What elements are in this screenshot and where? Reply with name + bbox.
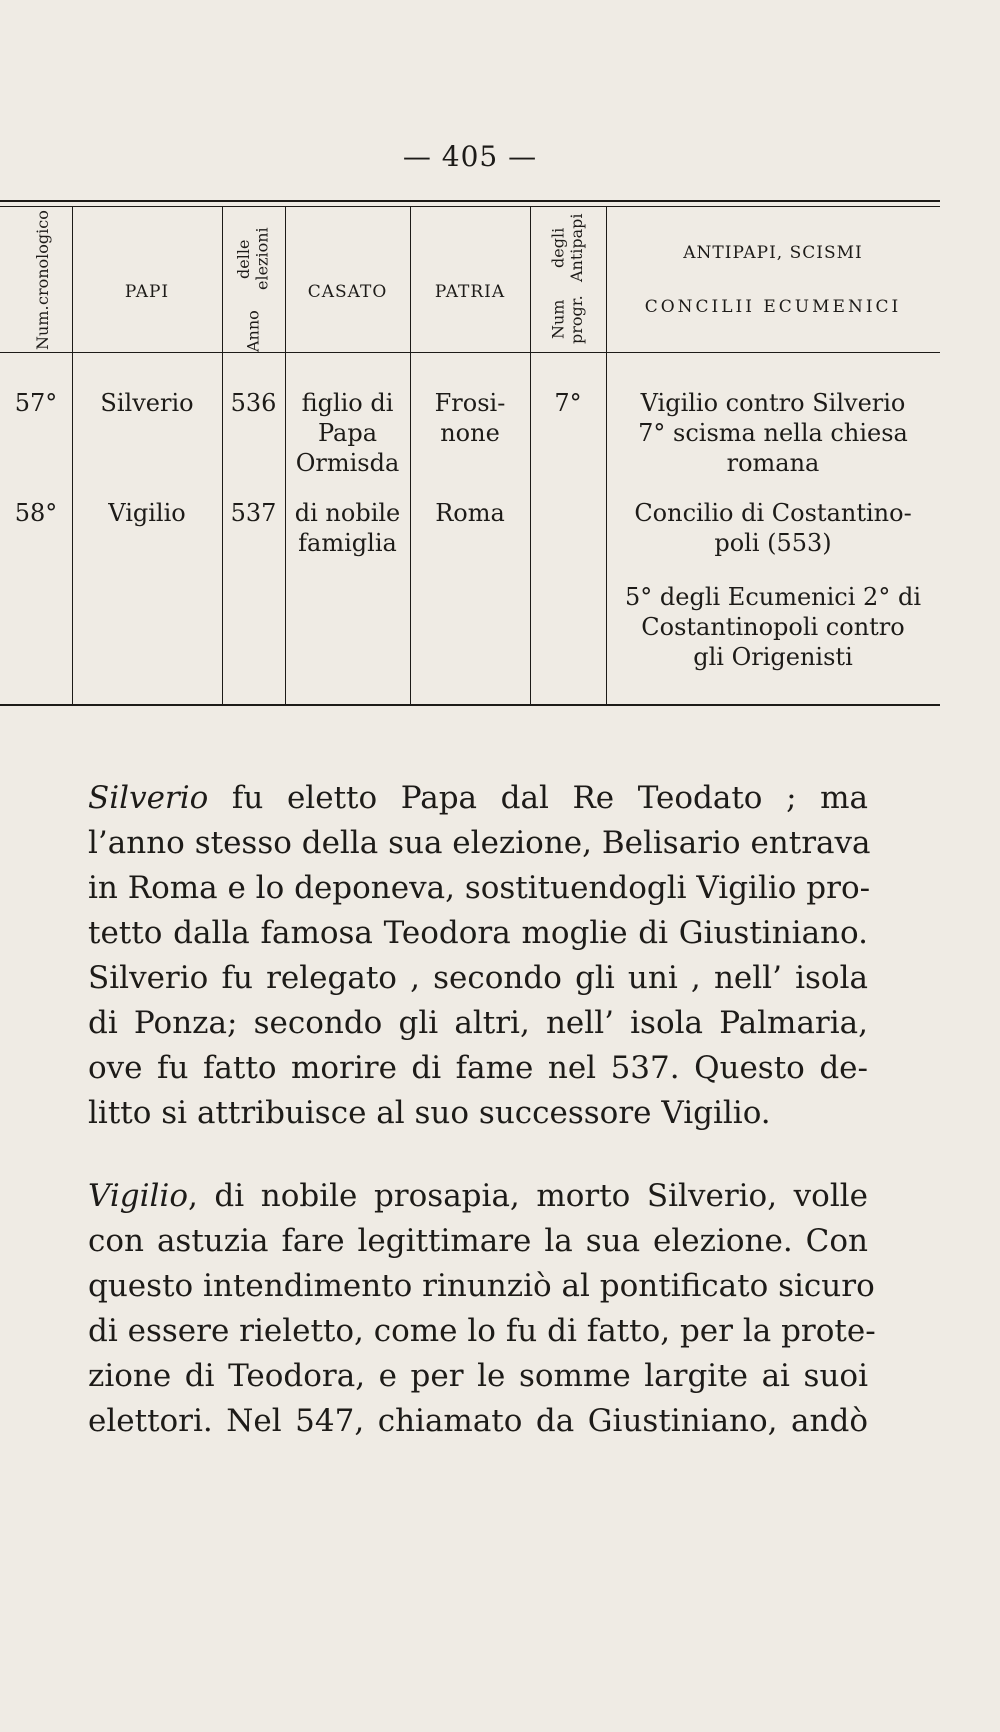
paragraph-line-text: , di nobile prosapia, morto Silverio, volle xyxy=(188,1178,868,1214)
row1-antipapi-num: 7° xyxy=(554,389,582,417)
paragraph-line: in Roma e lo deponeva, sostituendogli Vigilio pro- xyxy=(88,870,871,906)
header-num-progr-label: Num progr. xyxy=(548,295,586,344)
row1-casato-line: Ormisda xyxy=(295,449,400,477)
paragraph-line: di essere rieletto, come lo fu di fatto, per la prote- xyxy=(88,1313,876,1349)
header-anno-label: Anno xyxy=(243,310,263,352)
header-anno-elezioni xyxy=(222,208,285,352)
table-bottom-rule xyxy=(0,704,940,706)
paragraph-line: Silverio fu relegato , secondo gli uni , nell’ isola xyxy=(88,960,868,996)
lead-name-silverio: Silverio xyxy=(88,780,209,816)
row2-notes xyxy=(606,498,940,672)
table-top-rule xyxy=(0,200,940,202)
row2-anno: 537 xyxy=(230,499,277,527)
header-num-cronologico xyxy=(18,208,68,352)
paragraph-line: elettori. Nel 547, chiamato da Giustiniano, andò xyxy=(88,1403,868,1439)
page-number: — 405 — xyxy=(402,140,538,173)
paragraph-line: ove fu fatto morire di fame nel 537. Questo de- xyxy=(88,1050,868,1086)
paragraph-line: con astuzia fare legittimare la sua elezione. Con xyxy=(88,1223,868,1259)
row1-notes xyxy=(606,388,940,478)
row2-note-line: 5° degli Ecumenici 2° di xyxy=(624,583,921,611)
row1-casato-line: Papa xyxy=(317,419,378,447)
header-degli-antipapi-label: degli Antipapi xyxy=(548,213,586,282)
paragraph-vigilio xyxy=(88,1174,876,1444)
row1-note-line: romana xyxy=(726,449,820,477)
row1-patria xyxy=(410,388,530,448)
paragraph-line: litto si attribuisce al suo successore Vigilio. xyxy=(88,1095,771,1131)
paragraph-line-text: fu eletto Papa dal Re Teodato ; ma xyxy=(208,780,868,816)
row2-note-line: poli (553) xyxy=(714,529,832,557)
header-papi: PAPI xyxy=(124,282,170,302)
row2-note-line: gli Origenisti xyxy=(693,643,853,671)
row1-patria-line: Frosi- xyxy=(434,389,506,417)
header-elezioni-label: delle elezioni xyxy=(234,227,272,291)
row2-casato-line: di nobile xyxy=(294,499,401,527)
header-cronologico-label: cronologico xyxy=(32,210,52,306)
paragraph-line: tetto dalla famosa Teodora moglie di Giustiniano. xyxy=(88,915,868,951)
paragraph-silverio xyxy=(88,776,871,1136)
row2-patria xyxy=(410,498,530,528)
header-patria: PATRIA xyxy=(434,282,506,302)
row1-note-line: 7° scisma nella chiesa xyxy=(638,419,908,447)
lead-name-vigilio: Vigilio xyxy=(88,1178,189,1214)
header-num-antipapi xyxy=(530,208,606,352)
row1-papa: Silverio xyxy=(100,389,194,417)
paragraph-line xyxy=(88,776,868,821)
paragraph-line: questo intendimento rinunziò al pontificato sicuro xyxy=(88,1268,875,1304)
paragraph-line: di Ponza; secondo gli altri, nell’ isola Palmaria, xyxy=(88,1005,868,1041)
header-antipapi-scismi: ANTIPAPI, SCISMI xyxy=(683,243,863,263)
row2-note-line: Concilio di Costantino- xyxy=(634,499,912,527)
paragraph-line: zione di Teodora, e per le somme largite ai suoi xyxy=(88,1358,868,1394)
row1-casato xyxy=(285,388,410,478)
row2-patria-line: Roma xyxy=(435,499,505,527)
header-casato: CASATO xyxy=(307,282,388,302)
row2-papa: Vigilio xyxy=(108,499,186,527)
row1-casato-line: figlio di xyxy=(301,389,394,417)
paragraph-line: l’anno stesso della sua elezione, Belisario entrava xyxy=(88,825,871,861)
table-top-rule-inner xyxy=(0,206,940,207)
header-concilii-ecumenici: CONCILII ECUMENICI xyxy=(644,297,902,317)
row1-num: 57° xyxy=(14,389,58,417)
row2-note-line: Costantinopoli contro xyxy=(641,613,905,641)
table-header-rule xyxy=(0,352,940,353)
row1-anno: 536 xyxy=(230,389,277,417)
header-num-label: Num. xyxy=(32,305,52,350)
popes-table xyxy=(0,200,940,708)
row2-casato xyxy=(285,498,410,558)
row1-patria-line: none xyxy=(440,419,500,447)
row2-casato-line: famiglia xyxy=(298,529,397,557)
row2-num: 58° xyxy=(14,499,58,527)
row1-note-line: Vigilio contro Silverio xyxy=(640,389,906,417)
paragraph-line xyxy=(88,1174,868,1219)
